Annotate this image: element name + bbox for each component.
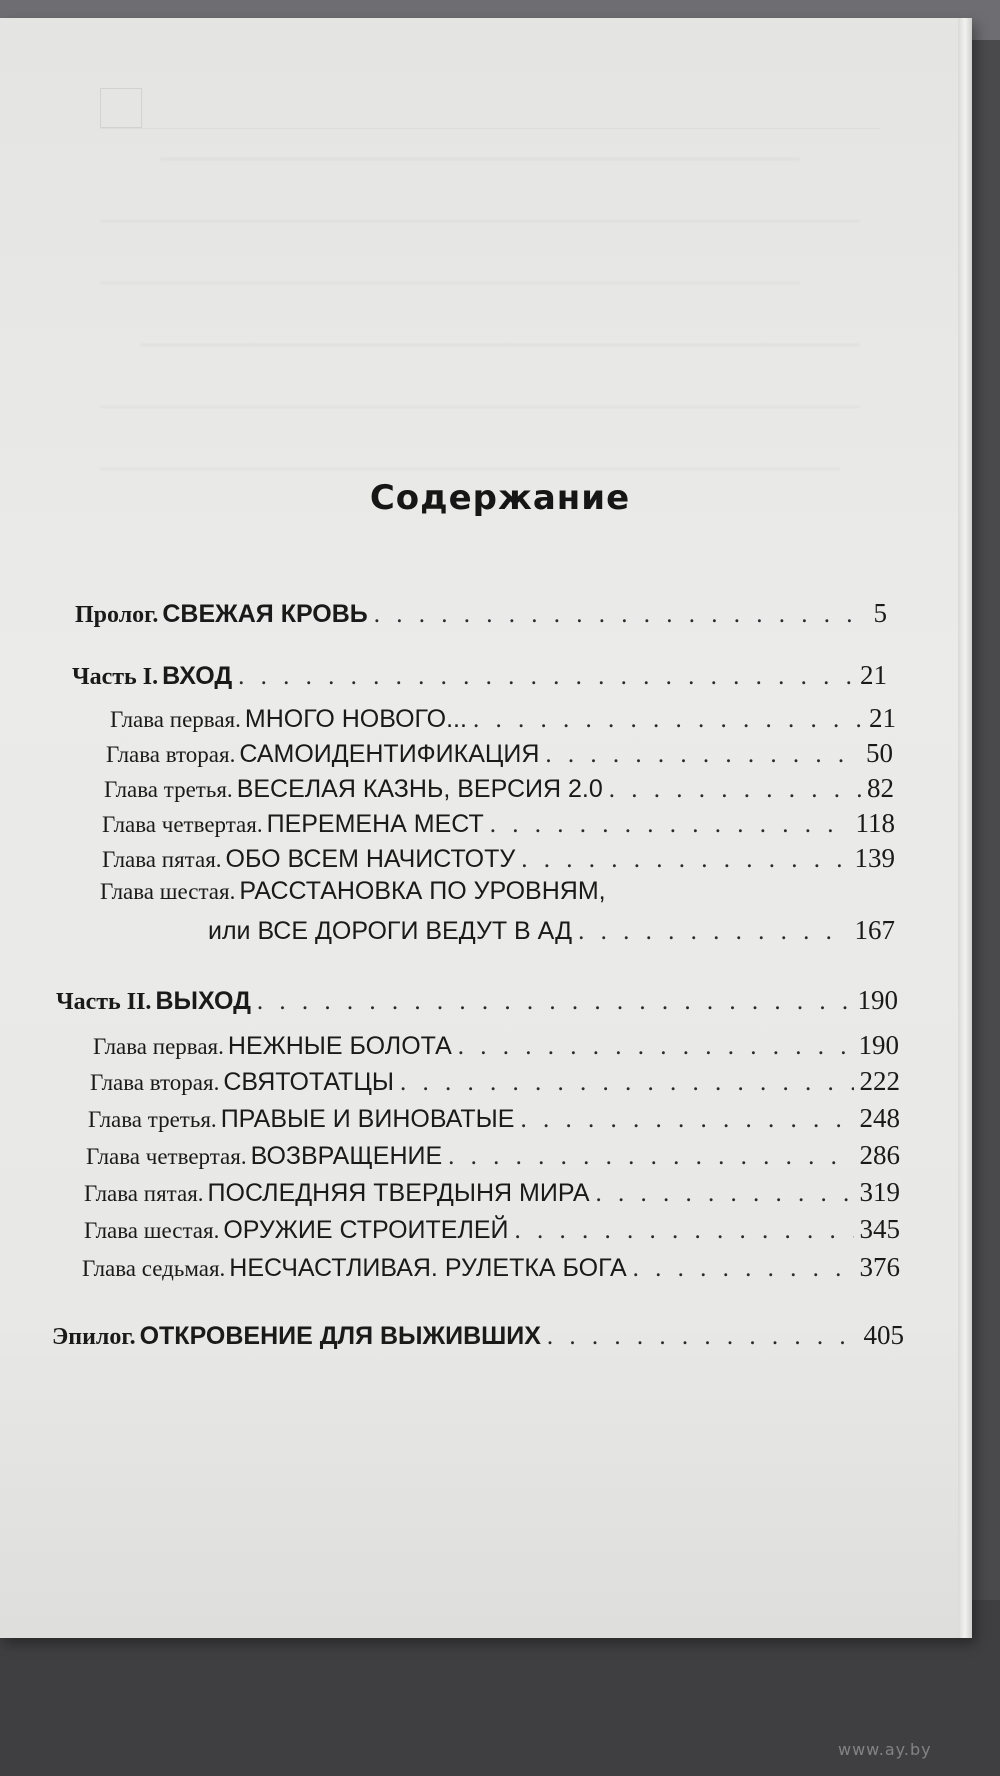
bleed-through-box	[100, 88, 142, 128]
entry-title: ПРАВЫЕ И ВИНОВАТЫЕ	[220, 1105, 515, 1133]
entry-prefix: Пролог.	[75, 602, 159, 628]
dot-leader	[545, 741, 860, 769]
entry-prefix: Глава пятая.	[102, 847, 222, 872]
toc-entry-part2-ch1	[93, 1030, 899, 1061]
entry-title: НЕСЧАСТЛИВАЯ. РУЛЕТКА БОГА	[229, 1254, 627, 1282]
entry-title: ПЕРЕМЕНА МЕСТ	[266, 810, 484, 838]
toc-entry-part2-ch3	[88, 1103, 900, 1134]
toc-entry-part1-ch6	[100, 877, 606, 906]
entry-page-number: 286	[859, 1140, 900, 1170]
entry-title: СВЕЖАЯ КРОВЬ	[162, 600, 368, 628]
entry-prefix: Глава вторая.	[90, 1070, 220, 1095]
entry-page-number: 319	[859, 1177, 900, 1207]
entry-title: ВХОД	[162, 662, 233, 690]
dot-leader	[521, 846, 848, 874]
page-title: Содержание	[369, 478, 631, 518]
toc-entry-part1-ch5	[102, 843, 895, 874]
entry-title: ВЫХОД	[155, 987, 251, 1015]
entry-title: или ВСЕ ДОРОГИ ВЕДУТ В АД	[208, 917, 573, 945]
bleed-through-header	[100, 88, 880, 129]
dot-leader	[238, 663, 854, 691]
dot-leader	[596, 1180, 854, 1208]
dot-leader	[578, 918, 848, 946]
entry-title: РАССТАНОВКА ПО УРОВНЯМ,	[239, 877, 606, 905]
entry-prefix: Глава третья.	[104, 777, 233, 802]
entry-page-number: 345	[859, 1214, 900, 1244]
dot-leader	[257, 988, 852, 1016]
entry-page-number: 50	[866, 738, 893, 768]
entry-page-number: 248	[859, 1103, 900, 1133]
entry-prefix: Глава первая.	[93, 1034, 224, 1059]
entry-prefix: Глава шестая.	[100, 879, 236, 904]
entry-page-number: 82	[867, 773, 894, 803]
entry-prefix: Глава пятая.	[84, 1181, 204, 1206]
entry-page-number: 21	[860, 660, 887, 690]
dot-leader	[515, 1217, 854, 1245]
entry-page-number: 405	[863, 1320, 904, 1350]
toc-entry-part1-ch4	[102, 808, 895, 839]
entry-title: НЕЖНЫЕ БОЛОТА	[227, 1032, 452, 1060]
entry-title: МНОГО НОВОГО...	[244, 705, 467, 733]
page-edge	[958, 18, 972, 1638]
bleed-through-text	[100, 140, 900, 510]
dot-leader	[400, 1069, 854, 1097]
entry-page-number: 222	[859, 1066, 900, 1096]
entry-title: ОТКРОВЕНИЕ ДЛЯ ВЫЖИВШИХ	[139, 1322, 541, 1350]
entry-title: ОБО ВСЕМ НАЧИСТОТУ	[225, 845, 516, 873]
entry-title: ВОЗВРАЩЕНИЕ	[250, 1142, 443, 1170]
entry-prefix: Глава третья.	[88, 1107, 217, 1132]
dot-leader	[448, 1143, 853, 1171]
dot-leader	[473, 706, 863, 734]
toc-entry-part-1	[72, 660, 887, 691]
toc-entry-part-2	[56, 985, 898, 1016]
toc-entry-part2-ch2	[90, 1066, 900, 1097]
entry-title: ОРУЖИЕ СТРОИТЕЛЕЙ	[223, 1216, 509, 1244]
entry-page-number: 376	[859, 1252, 900, 1282]
entry-title: СВЯТОТАТЦЫ	[223, 1068, 394, 1096]
entry-page-number: 118	[855, 808, 895, 838]
toc-entry-part2-ch4	[86, 1140, 900, 1171]
entry-title: ВЕСЕЛАЯ КАЗНЬ, ВЕРСИЯ 2.0	[236, 775, 603, 803]
toc-entry-part1-ch1	[110, 703, 896, 734]
entry-page-number: 5	[873, 598, 887, 628]
entry-title: САМОИДЕНТИФИКАЦИЯ	[239, 740, 540, 768]
entry-prefix: Глава шестая.	[84, 1218, 220, 1243]
dot-leader	[458, 1033, 853, 1061]
entry-prefix: Часть II.	[56, 989, 152, 1015]
dot-leader	[633, 1255, 854, 1283]
toc-entry-part2-ch7	[82, 1252, 900, 1283]
entry-page-number: 190	[858, 1030, 899, 1060]
toc-entry-part1-ch2	[106, 738, 893, 769]
dot-leader	[490, 811, 850, 839]
dot-leader	[609, 776, 861, 804]
entry-prefix: Глава вторая.	[106, 742, 236, 767]
entry-page-number: 190	[857, 985, 898, 1015]
entry-prefix: Часть I.	[72, 664, 159, 690]
entry-prefix: Глава первая.	[110, 707, 241, 732]
toc-entry-part2-ch6	[84, 1214, 900, 1245]
entry-prefix: Глава седьмая.	[82, 1256, 226, 1281]
toc-entry-part1-ch6-cont	[208, 915, 895, 946]
entry-page-number: 139	[854, 843, 895, 873]
toc-entry-part2-ch5	[84, 1177, 900, 1208]
entry-prefix: Глава четвертая.	[86, 1144, 247, 1169]
entry-prefix: Глава четвертая.	[102, 812, 263, 837]
entry-page-number: 167	[854, 915, 895, 945]
toc-entry-prologue	[75, 598, 887, 629]
entry-prefix: Эпилог.	[52, 1324, 136, 1350]
dot-leader	[520, 1106, 853, 1134]
dot-leader	[374, 601, 868, 629]
toc-entry-part1-ch3	[104, 773, 894, 804]
toc-entry-epilogue	[52, 1320, 904, 1351]
dot-leader	[547, 1323, 858, 1351]
entry-page-number: 21	[869, 703, 896, 733]
watermark: www.ay.by	[838, 1740, 932, 1759]
entry-title: ПОСЛЕДНЯЯ ТВЕРДЫНЯ МИРА	[207, 1179, 590, 1207]
